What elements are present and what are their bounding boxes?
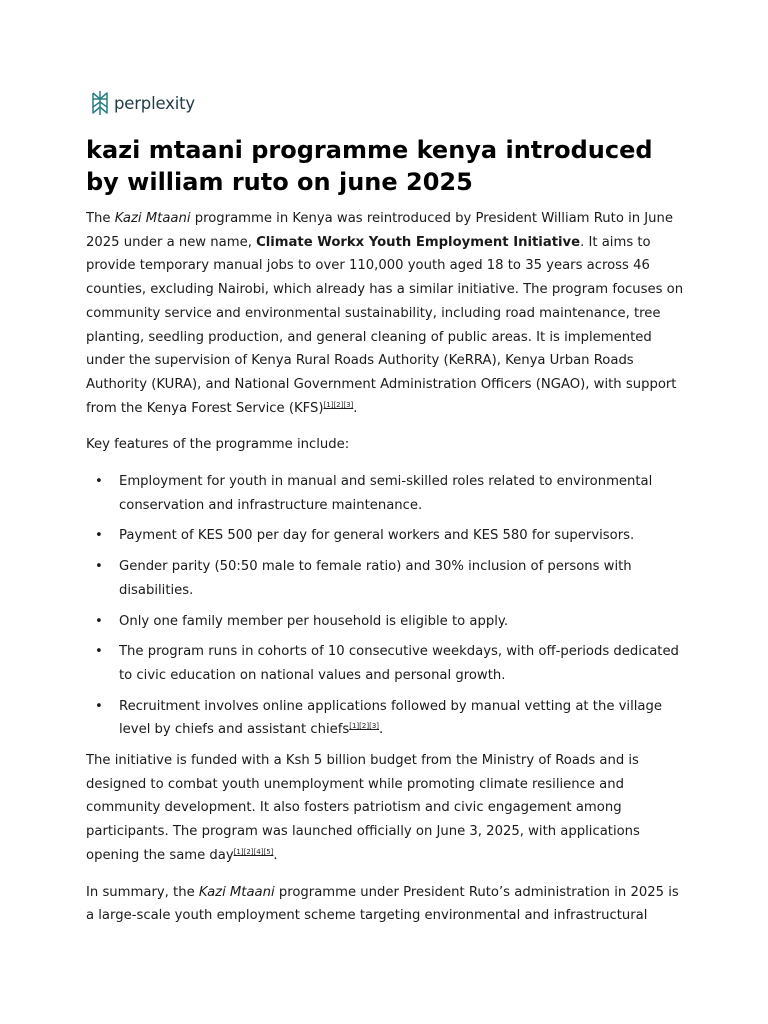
- list-item-end-punct: .: [379, 722, 384, 738]
- perplexity-wordmark: perplexity: [114, 93, 195, 113]
- funding-text: The initiative is funded with a Ksh 5 billion budget from the Ministry of Roads and is designed to combat youth unemployment while promoting climate resilience and community development. It also fosters patriotism and civic engagement among participants. The program was launched officially on June 3, 2025, with applications opening the same day: [86, 753, 640, 863]
- list-item: [86, 640, 686, 687]
- list-item: [86, 555, 686, 602]
- intro-paragraph: [86, 207, 686, 420]
- citation-link[interactable]: [2]: [359, 722, 370, 731]
- intro-text-1: The: [86, 211, 115, 226]
- list-item: [86, 610, 686, 634]
- citation-link[interactable]: [3]: [343, 400, 354, 409]
- list-item: [86, 695, 686, 742]
- citation-link[interactable]: [1]: [349, 722, 360, 731]
- intro-text-3: . It aims to provide temporary manual jobs to over 110,000 youth aged 18 to 35 years across 46 counties, excluding Nairobi, which already has a similar initiative. The program focuses on community service and environmental sustainability, including road maintenance, tree planting, seedling production, and general cleaning of public areas. It is implemented under the supervision of Kenya Rural Roads Authority (KeRRA), Kenya Urban Roads Authority (KURA), and National Government Administration Officers (NGAO), with support from the Kenya Forest Service (KFS): [86, 234, 684, 416]
- summary-paragraph: [86, 881, 686, 928]
- citation-link[interactable]: [3]: [369, 722, 380, 731]
- summary-text-1: In summary, the: [86, 884, 199, 900]
- list-item-text: Only one family member per household is eligible to apply.: [119, 613, 509, 629]
- features-intro: Key features of the programme include:: [86, 437, 350, 453]
- list-item-text: Payment of KES 500 per day for general workers and KES 580 for supervisors.: [119, 528, 635, 544]
- summary-text-2: programme under President Ruto’s administration in 2025 is a large-scale youth employment scheme targeting environmental and infrastructural: [86, 884, 679, 924]
- perplexity-logo: [90, 90, 195, 116]
- features-list: [86, 470, 686, 742]
- citation-link[interactable]: [2]: [333, 400, 344, 409]
- funding-paragraph: [86, 749, 686, 868]
- list-item-text: Employment for youth in manual and semi-skilled roles related to environmental conservation and infrastructure maintenance.: [119, 474, 653, 513]
- funding-end-punct: .: [273, 847, 278, 863]
- intro-strong-initiative-name: Climate Workx Youth Employment Initiative: [256, 234, 581, 250]
- intro-emphasis-kazi-mtaani: Kazi Mtaani: [114, 211, 191, 226]
- citation-link[interactable]: [1]: [323, 400, 334, 409]
- article-body: [86, 207, 686, 941]
- summary-emphasis-kazi-mtaani: Kazi Mtaani: [198, 884, 275, 900]
- intro-text-2: programme in Kenya was reintroduced by President William Ruto in June 2025 under a new name,: [86, 211, 674, 250]
- citation-link[interactable]: [2]: [243, 847, 254, 856]
- intro-end-punct: .: [353, 400, 358, 416]
- list-item: [86, 524, 686, 548]
- page-title: kazi mtaani programme kenya introduced by william ruto on june 2025: [86, 136, 653, 196]
- citation-group: [324, 401, 354, 409]
- citation-link[interactable]: [5]: [263, 847, 274, 856]
- list-item: [86, 470, 686, 517]
- citation-group: [349, 722, 379, 730]
- list-item-text: Gender parity (50:50 male to female ratio) and 30% inclusion of persons with disabilities.: [119, 559, 632, 598]
- citation-group: [234, 848, 274, 856]
- citation-link[interactable]: [4]: [253, 847, 264, 856]
- list-item-text: Recruitment involves online applications followed by manual vetting at the village level by chiefs and assistant chiefs: [119, 698, 662, 738]
- citation-link[interactable]: [1]: [233, 847, 244, 856]
- perplexity-logo-icon: [90, 90, 110, 116]
- list-item-text: The program runs in cohorts of 10 consecutive weekdays, with off-periods dedicated to civic education on national values and personal growth.: [119, 644, 679, 683]
